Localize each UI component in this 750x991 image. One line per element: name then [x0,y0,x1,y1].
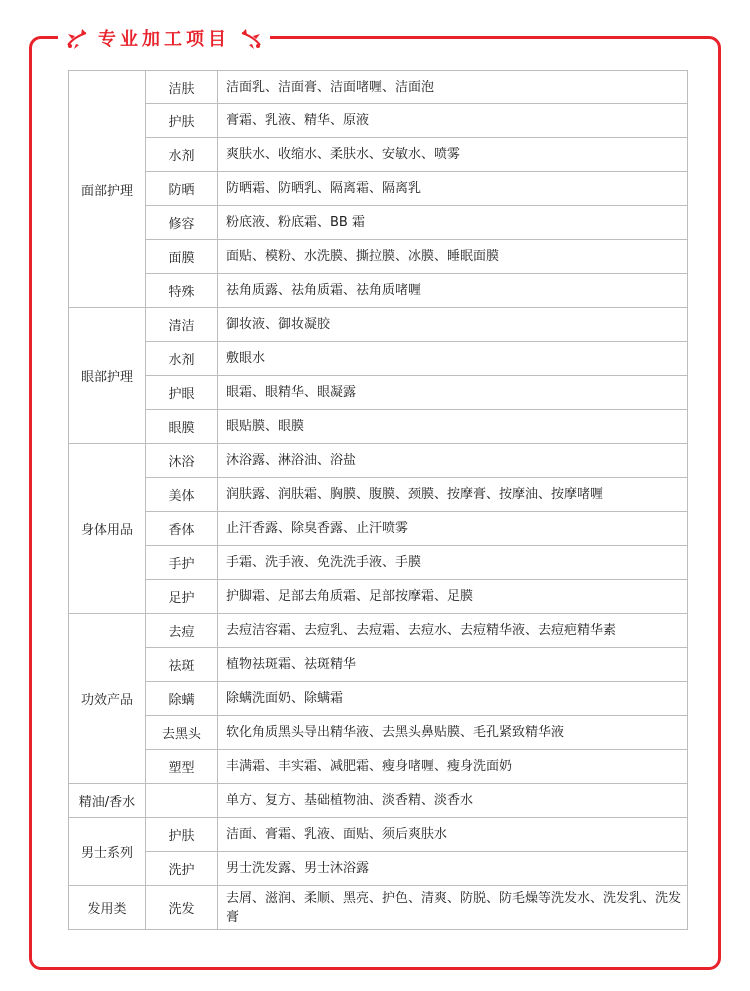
products-cell: 面贴、模粉、水洗膜、撕拉膜、冰膜、睡眠面膜 [218,240,688,274]
table-row [68,648,688,682]
subcategory-cell: 洁肤 [146,70,218,104]
products-cell: 沐浴露、淋浴油、浴盐 [218,444,688,478]
products-cell: 膏霜、乳液、精华、原液 [218,104,688,138]
table-row [68,580,688,614]
subcategory-cell: 美体 [146,478,218,512]
products-cell: 眼霜、眼精华、眼凝露 [218,376,688,410]
category-cell: 男士系列 [68,818,146,886]
table-row [68,818,688,852]
table-row [68,784,688,818]
subcategory-cell [146,784,218,818]
subcategory-cell: 护肤 [146,818,218,852]
table-row [68,376,688,410]
subcategory-cell: 水剂 [146,342,218,376]
category-cell: 精油/香水 [68,784,146,818]
subcategory-cell: 手护 [146,546,218,580]
subcategory-cell: 护眼 [146,376,218,410]
subcategory-cell: 塑型 [146,750,218,784]
table-row [68,852,688,886]
products-cell: 植物祛斑霜、祛斑精华 [218,648,688,682]
products-cell: 男士洗发露、男士沐浴露 [218,852,688,886]
subcategory-cell: 修容 [146,206,218,240]
products-cell: 去痘洁容霜、去痘乳、去痘霜、去痘水、去痘精华液、去痘疤精华素 [218,614,688,648]
products-cell: 润肤露、润肤霜、胸膜、腹膜、颈膜、按摩膏、按摩油、按摩啫喱 [218,478,688,512]
subcategory-cell: 洗护 [146,852,218,886]
subcategory-cell: 足护 [146,580,218,614]
table-row [68,274,688,308]
category-cell: 发用类 [68,886,146,930]
subcategory-cell: 香体 [146,512,218,546]
subcategory-cell: 祛斑 [146,648,218,682]
table-row [68,172,688,206]
table-row [68,206,688,240]
products-cell: 软化角质黑头导出精华液、去黑头鼻贴膜、毛孔紧致精华液 [218,716,688,750]
flower-ornament-icon [64,25,90,51]
products-cell: 去屑、滋润、柔顺、黑亮、护色、清爽、防脱、防毛燥等洗发水、洗发乳、洗发膏 [218,886,688,930]
products-cell: 手霜、洗手液、免洗洗手液、手膜 [218,546,688,580]
subcategory-cell: 去痘 [146,614,218,648]
subcategory-cell: 护肤 [146,104,218,138]
products-cell: 眼贴膜、眼膜 [218,410,688,444]
subcategory-cell: 除螨 [146,682,218,716]
table-row [68,70,688,104]
table-row [68,750,688,784]
products-cell: 除螨洗面奶、除螨霜 [218,682,688,716]
products-cell: 丰满霜、丰实霜、减肥霜、瘦身啫喱、瘦身洗面奶 [218,750,688,784]
table-row [68,342,688,376]
products-cell: 止汗香露、除臭香露、止汗喷雾 [218,512,688,546]
products-cell: 洁面、膏霜、乳液、面贴、须后爽肤水 [218,818,688,852]
table-row [68,478,688,512]
table-row [68,716,688,750]
subcategory-cell: 沐浴 [146,444,218,478]
subcategory-cell: 特殊 [146,274,218,308]
subcategory-cell: 清洁 [146,308,218,342]
table-row [68,240,688,274]
subcategory-cell: 去黑头 [146,716,218,750]
table-row [68,546,688,580]
category-cell: 面部护理 [68,70,146,308]
products-cell: 防晒霜、防晒乳、隔离霜、隔离乳 [218,172,688,206]
table-row [68,614,688,648]
page-title: 专业加工项目 [98,29,230,50]
table-row [68,444,688,478]
section-header [58,20,270,56]
category-cell: 功效产品 [68,614,146,784]
flower-ornament-icon [238,25,264,51]
processing-items-table [68,70,688,930]
table-row [68,104,688,138]
table-row [68,410,688,444]
products-cell: 御妆液、御妆凝胶 [218,308,688,342]
products-cell: 洁面乳、洁面膏、洁面啫喱、洁面泡 [218,70,688,104]
products-cell: 敷眼水 [218,342,688,376]
subcategory-cell: 面膜 [146,240,218,274]
products-cell: 护脚霜、足部去角质霜、足部按摩霜、足膜 [218,580,688,614]
table-row [68,682,688,716]
products-cell: 祛角质露、祛角质霜、祛角质啫喱 [218,274,688,308]
subcategory-cell: 眼膜 [146,410,218,444]
subcategory-cell: 防晒 [146,172,218,206]
subcategory-cell: 洗发 [146,886,218,930]
table-row [68,138,688,172]
subcategory-cell: 水剂 [146,138,218,172]
table-row [68,512,688,546]
category-cell: 眼部护理 [68,308,146,444]
products-cell: 单方、复方、基础植物油、淡香精、淡香水 [218,784,688,818]
products-cell: 爽肤水、收缩水、柔肤水、安敏水、喷雾 [218,138,688,172]
table-row [68,886,688,930]
table-row [68,308,688,342]
category-cell: 身体用品 [68,444,146,614]
products-cell: 粉底液、粉底霜、BB 霜 [218,206,688,240]
